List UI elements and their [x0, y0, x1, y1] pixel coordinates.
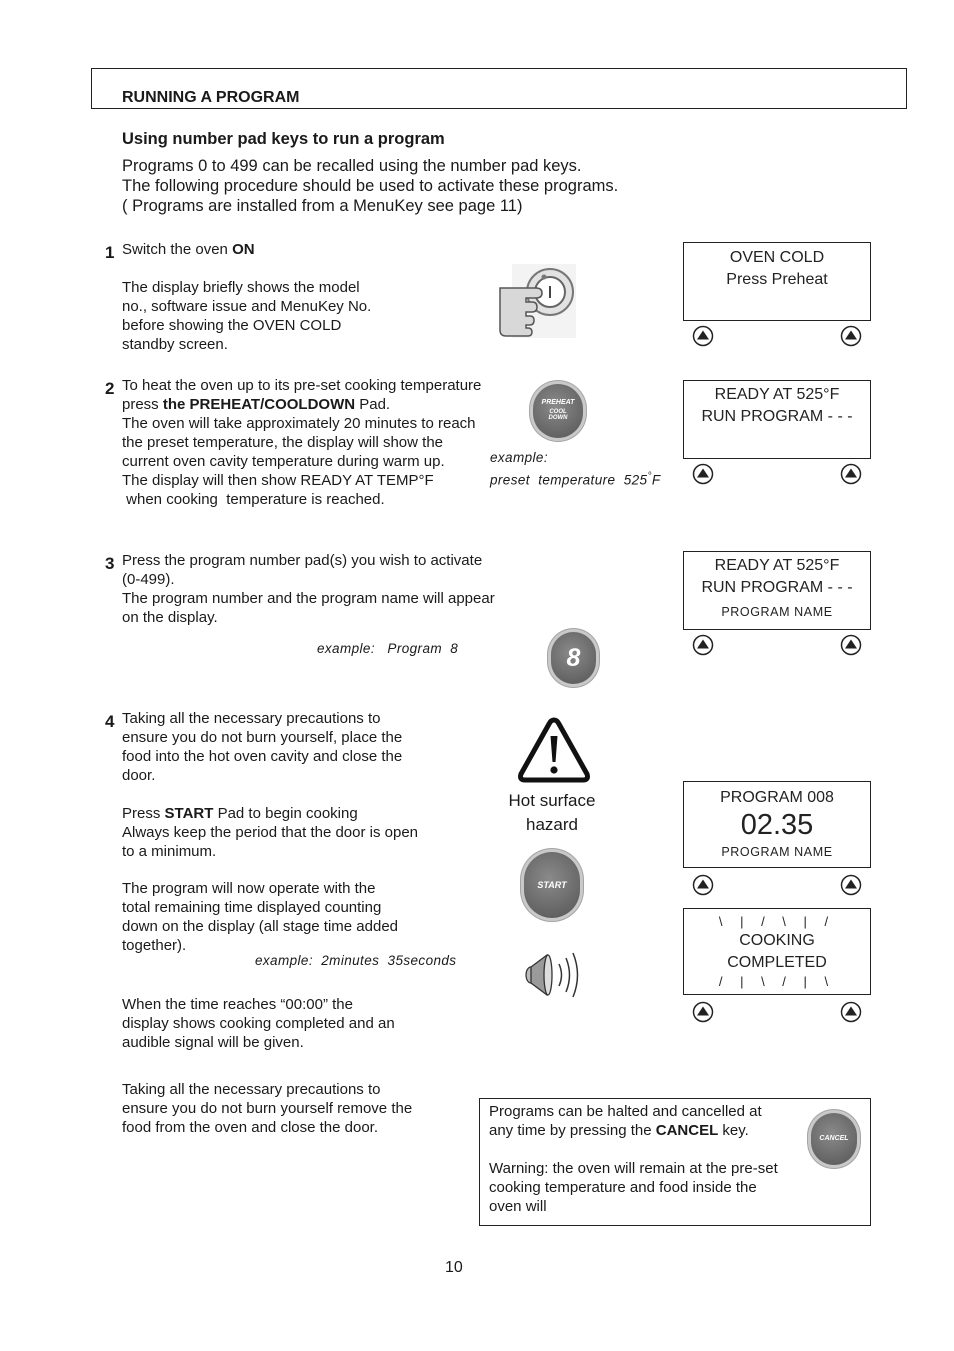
up-arrow-left-icon[interactable]	[692, 1001, 714, 1023]
display-oven-cold: OVEN COLD Press Preheat	[683, 242, 871, 321]
step-4-text-b: The program will now operate with the total remaining time displayed counting down on the display (all stage time added together).	[122, 880, 399, 954]
intro-text	[122, 156, 618, 216]
step-1-text: Switch the oven ON The display briefly shows the model no., software issue and MenuKey No. before showing the OVEN COLD standby screen.	[122, 241, 372, 353]
power-switch-icon	[496, 262, 580, 342]
page-number: 10	[445, 1259, 463, 1276]
preheat-cooldown-button[interactable]: PREHEAT COOL DOWN	[533, 384, 583, 438]
intro-line: Programs 0 to 499 can be recalled using the number pad keys.	[122, 157, 582, 175]
step-1-number: 1	[105, 243, 115, 262]
display-ready-at-temp: READY AT 525°F RUN PROGRAM - - -	[683, 380, 871, 459]
cancel-note-box	[479, 1098, 871, 1226]
section-header-box	[91, 68, 907, 109]
step-4-number: 4	[105, 712, 115, 731]
up-arrow-right-icon[interactable]	[840, 325, 862, 347]
speaker-icon	[521, 950, 583, 1000]
display-cooking-completed: \ | / \ | / COOKING COMPLETED / | \ / | \	[683, 908, 871, 995]
step-3-example: example: Program 8	[317, 641, 459, 656]
step-2-number: 2	[105, 379, 115, 398]
number-8-button[interactable]: 8	[551, 632, 596, 684]
up-arrow-right-icon[interactable]	[840, 1001, 862, 1023]
up-arrow-left-icon[interactable]	[692, 325, 714, 347]
intro-line: ( Programs are installed from a MenuKey see page 11)	[122, 197, 523, 215]
start-button[interactable]: START	[524, 852, 580, 918]
step-4-text-c: When the time reaches “00:00” the display shows cooking completed and an audible signal will be given.	[122, 996, 395, 1051]
cancel-note-text: Programs can be halted and cancelled at any time by pressing the CANCEL key. Warning: the oven will remain at the pre-set cooking temperature and food inside the oven will	[489, 1103, 778, 1215]
up-arrow-right-icon[interactable]	[840, 463, 862, 485]
intro-line: The following procedure should be used to activate these programs.	[122, 177, 619, 195]
subheading: Using number pad keys to run a program	[122, 130, 445, 148]
step-4-text-a: Taking all the necessary precautions to ensure you do not burn yourself, place the food into the hot oven cavity and close the door. Press START Pad to begin cooking Always keep the period that the door is open to a minimum.	[122, 710, 419, 860]
up-arrow-left-icon[interactable]	[692, 634, 714, 656]
step-2-text: To heat the oven up to its pre-set cooking temperature press the PREHEAT/COOLDOWN Pad. The oven will take approximately 20 minutes to reach the preset temperature, the display will show the current oven cavity temperature during warm up. The display will then show READY AT TEMP°F when cooking temperature is reached.	[122, 377, 482, 508]
section-title: RUNNING A PROGRAM	[122, 89, 300, 106]
step-2-example: example: preset temperature 525°F	[490, 450, 661, 488]
step-3-text: Press the program number pad(s) you wish to activate (0-499). The program number and the program name will appear on the display.	[122, 552, 495, 626]
step-3-number: 3	[105, 554, 115, 573]
warning-triangle-icon	[517, 716, 591, 784]
step-4-example: example: 2minutes 35seconds	[255, 953, 457, 968]
hazard-label: Hot surface hazard	[508, 791, 596, 834]
display-program-name: READY AT 525°F RUN PROGRAM - - - PROGRAM NAME	[683, 551, 871, 630]
display-program-countdown: PROGRAM 008 02.35 PROGRAM NAME	[683, 781, 871, 868]
cancel-button[interactable]: CANCEL	[811, 1113, 857, 1165]
up-arrow-right-icon[interactable]	[840, 874, 862, 896]
closing-text: Taking all the necessary precautions to ensure you do not burn yourself remove the food from the oven and close the door.	[122, 1081, 413, 1136]
up-arrow-left-icon[interactable]	[692, 874, 714, 896]
up-arrow-right-icon[interactable]	[840, 634, 862, 656]
up-arrow-left-icon[interactable]	[692, 463, 714, 485]
